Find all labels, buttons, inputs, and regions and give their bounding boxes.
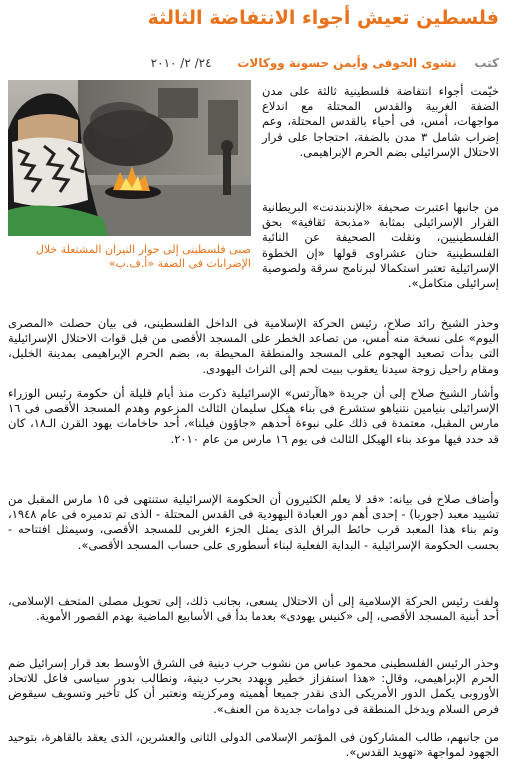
paragraph-4: وأشار الشيخ صلاح إلى أن جريدة «هاآرتس» الإسرائيلية ذكرت منذ أيام قليلة أن حكومة رئيس الوزراء الإسرائيلى بنيامين نتنياهو ستشرع فى بناء هيكل سليمان الثالث المزعوم وهدم المسجد الأقصى فى ١٦ مارس المقبل، معتمدة فى ذلك على نبوءة أحدهم «جاؤون فيلنا»، أحد حاخامات يهود القرن الـ١٨، كان قد حدد فيها موعد بناء الهيكل الثالث فى يوم ١٦ مارس من عام ٢٠١٠. [8, 386, 499, 446]
article-byline [8, 54, 499, 72]
paragraph-2: من جانبها اعتبرت صحيفة «الإندبندنت» البريطانية القرار الإسرائيلى بمثابة «مذبحة ثقافية» بحق الفلسطينيين، ونقلت الصحيفة عن النائبة الفلسطينية حنان عشراوى قولها «إن الخطوة الإسرائيلية تعتبر استكمالا لبرنامج سرقة ولصوصية إسرائيلى متكامل». [262, 200, 499, 291]
paragraph-3: وحذر الشيخ رائد صلاح، رئيس الحركة الإسلامية فى الداخل الفلسطينى، فى بيان حصلت «المصرى اليوم» على نسخة منه أمس، من تصاعد الخطر على المسجد الأقصى من قبل قوات الاحتلال الإسرائيلية التى بدأت تصعيد الهجوم على المسجد والمنطقة المحيطة به، بضم الحرم الإبراهيمى بمدينة الخليل، ومقام راحيل زوجة سيدنا يعقوب ببيت لحم إلى التراث اليهودى. [8, 316, 499, 376]
photo-caption: صبى فلسطينى إلى جوار النيران المشتعلة خلال الإضرابات فى الضفة «أ.ف.ب» [35, 243, 251, 270]
byline-label: كتب [474, 56, 499, 70]
paragraph-1: خيّمت أجواء انتفاضة فلسطينية ثالثة على مدن الضفة الغربية والقدس المحتلة مع اندلاع مواجهات، أمس، فى أحياء بالقدس المحتلة، وعم إضراب شامل ٣ مدن بالضفة، احتجاجا على قرار الاحتلال الإسرائيلى بضم الحرم الإبراهيمى. [262, 84, 499, 159]
byline-date: ٢٤/ ٢/ ٢٠١٠ [150, 56, 212, 70]
paragraph-7: وحذر الرئيس الفلسطينى محمود عباس من نشوب حرب دينية فى الشرق الأوسط بعد قرار إسرائيل ضم الحرم الإبراهيمى، وقال: «هذا استفزاز خطير ويهدد بحرب دينية، ونطالب بدور سياسى فاعل للاتحاد الأوروبى يكمل الدور الأمريكى الذى نقدر جميعا أهميته ومركزيته ونعتبر أن كل تأخير وتسويف سيقوض فرص السلام ويدخل المنطقة فى دوامات جديدة من العنف». [8, 656, 499, 716]
article-headline: فلسطين تعيش أجواء الانتفاضة الثالثة [147, 7, 499, 29]
paragraph-6: ولفت رئيس الحركة الإسلامية إلى أن الاحتلال يسعى، بجانب ذلك، إلى تحويل مصلى المتحف الإسلامى، أحد أبنية المسجد الأقصى، إلى «كنيس يهودى» بعدما بدأ فى الأسابيع الماضية بهدم القصور الأموية. [8, 594, 499, 624]
paragraph-8: من جانبهم، طالب المشاركون فى المؤتمر الإسلامى الدولى الثانى والعشرين، الذى يعقد بالقاهرة، بتوحيد الجهود لمواجهة «تهويد القدس». [8, 730, 499, 760]
paragraph-5: وأضاف صلاح فى بيانه: «قد لا يعلم الكثيرون أن الحكومة الإسرائيلية ستنتهى فى ١٥ مارس المقبل من تشييد معبد (جوربا) - إحدى أهم دور العبادة اليهودية فى القدس المحتلة - الذى تم تدميره فى عام ١٩٤٨، وتم بناء هذا المعبد قرب حائط البراق الذى يمثل الجزء الغربى للمسجد الأقصى، وسيمثل افتتاحه - بحسب الحكومة الإسرائيلية - البداية الفعلية لبناء أسطورى على حساب المسجد الأقصى». [8, 492, 500, 552]
byline-authors: نشوى الحوفى وأيمن حسونة ووكالات [237, 56, 457, 70]
article-photo [8, 80, 251, 236]
